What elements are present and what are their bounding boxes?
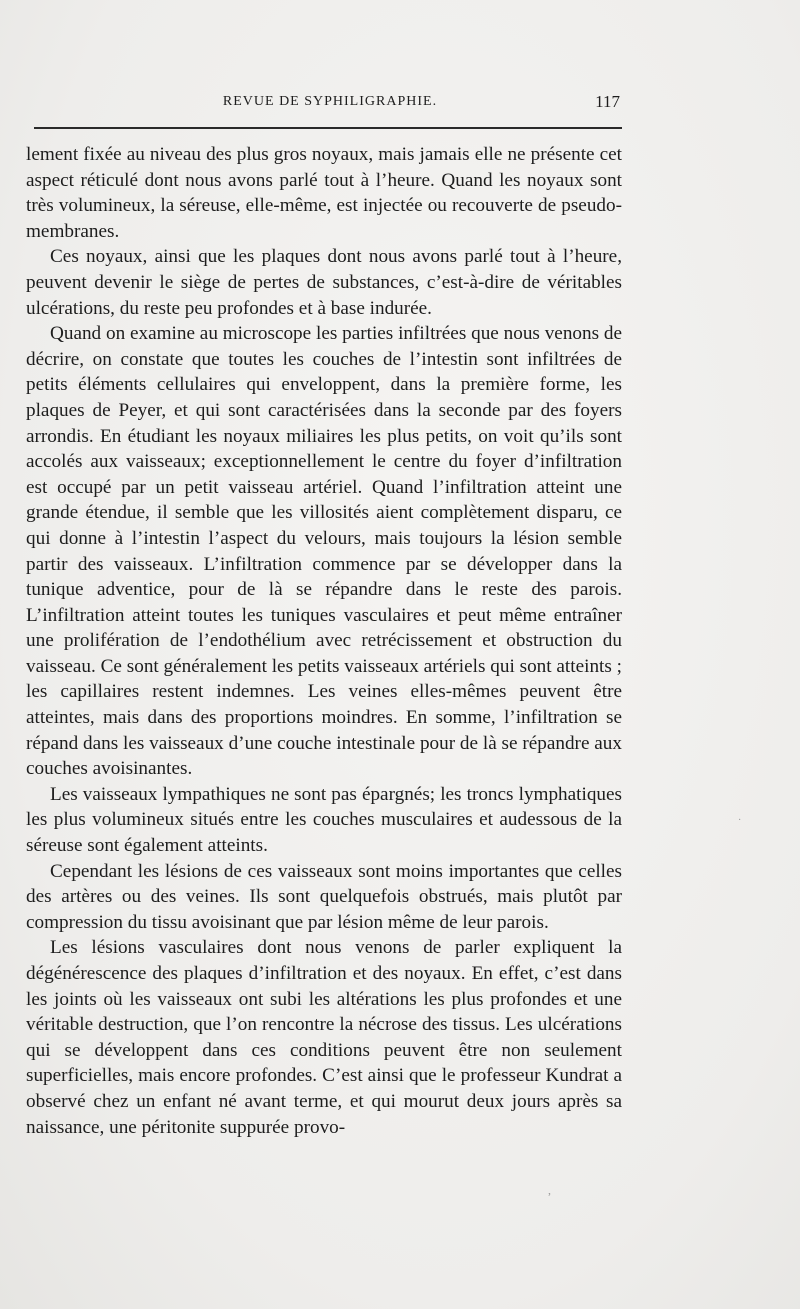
- paragraph-4: Les vaisseaux lympathiques ne sont pas épargnés; les troncs lymphatiques les plus volumineux situés entre les couches musculaires et audessous de la séreuse sont également atteints.: [26, 783, 622, 857]
- paragraph-6: Les lésions vasculaires dont nous venons de parler expliquent la dégénérescence des plaques d’infiltration et des noyaux. En effet, c’est dans les joints où les vaisseaux ont subi les altérations les plus profondes et une véritable destruction, que l’on rencontre la nécrose des tissus. Les ulcérations qui se développent dans ces conditions peuvent être non seulement superficielles, mais encore profondes. C’est ainsi que le professeur Kundrat a observé chez un enfant né avant terme, et qui mourut deux jours après sa naissance, une péritonite suppurée provo-: [26, 937, 622, 1138]
- page-header: [40, 92, 620, 116]
- paragraph-3: Quand on examine au microscope les parties infiltrées que nous venons de décrire, on constate que toutes les couches de l’intestin sont infiltrées de petits éléments cellulaires qui enveloppent, dans la première forme, les plaques de Peyer, et qui sont caractérisées dans la seconde par des foyers arrondis. En étudiant les noyaux miliaires les plus petits, on voit qu’ils sont accolés aux vaisseaux; exceptionnellement le centre du foyer d’infiltration est occupé par un petit vaisseau artériel. Quand l’infiltration atteint une grande étendue, il semble que les villosités aient complètement disparu, ce qui donne à l’intestin l’aspect du velours, mais toujours la lésion semble partir des vaisseaux. L’infiltration commence par se développer dans la tunique adventice, pour de là se répandre dans le reste des parois. L’infiltration atteint toutes les tuniques vasculaires et peut même entraîner une prolifération de l’endothélium avec retrécissement et obstruction du vaisseau. Ce sont généralement les petits vaisseaux artériels qui sont atteints ; les capillaires restent indemnes. Les veines elles-mêmes peuvent être atteintes, mais dans des proportions moindres. En somme, l’infiltration se répand dans les vaisseaux d’une couche intestinale pour de là se répandre aux couches avoisinantes.: [26, 323, 622, 780]
- paragraph-2: Ces noyaux, ainsi que les plaques dont nous avons parlé tout à l’heure, peuvent devenir le siège de pertes de substances, c’est-à-dire de véritables ulcérations, du reste peu profondes et à base indurée.: [26, 246, 622, 319]
- paragraph-5: Cependant les lésions de ces vaisseaux sont moins importantes que celles des artères ou des veines. Ils sont quelquefois obstrués, mais plutôt par compression du tissu avoisinant que par lésion même de leur parois.: [26, 860, 622, 933]
- ink-speck: ,: [548, 1183, 551, 1197]
- header-rule: [34, 127, 622, 129]
- paragraph-1: lement fixée au niveau des plus gros noyaux, mais jamais elle ne présente cet aspect réticulé dont nous avons parlé tout à l’heure. Quand les noyaux sont très volumineux, la séreuse, elle-même, est injectée ou recouverte de pseudo-membranes.: [26, 144, 622, 242]
- page-number: 117: [595, 92, 620, 111]
- running-title: REVUE DE SYPHILIGRAPHIE.: [222, 94, 438, 109]
- body-text: [26, 142, 622, 1140]
- ink-speck: ·: [738, 815, 742, 826]
